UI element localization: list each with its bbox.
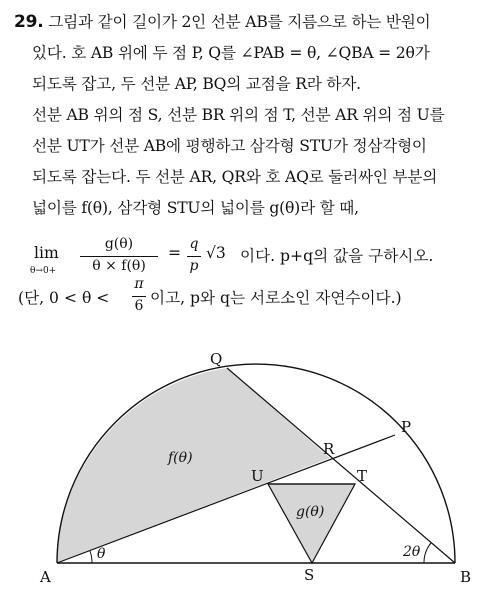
problem-number: 29. — [14, 12, 44, 32]
point-label-r: R — [323, 440, 335, 458]
pi-numerator: π — [134, 276, 144, 292]
point-label-q: Q — [210, 350, 223, 368]
p-denominator: p — [189, 258, 199, 274]
point-label-t: T — [357, 467, 368, 485]
condition-prefix: (단, 0 < θ < — [18, 289, 110, 307]
problem-line-2: 있다. 호 AB 위에 두 점 P, Q를 ∠PAB = θ, ∠QBA = 2θ가 — [32, 44, 430, 62]
fraction-numerator: g(θ) — [104, 236, 134, 252]
formula-tail: 이다. p+q의 값을 구하시오. — [240, 247, 434, 265]
problem-line-7: 넓이를 f(θ), 삼각형 STU의 넓이를 g(θ)라 할 때, — [32, 199, 359, 217]
problem-line-5: 선분 UT가 선분 AB에 평행하고 삼각형 STU가 정삼각형이 — [32, 137, 427, 155]
fraction-denominator: θ × f(θ) — [92, 258, 146, 274]
lim-symbol: lim — [34, 244, 59, 262]
problem-line-3: 되도록 잡고, 두 선분 AP, BQ의 교점을 R라 하자. — [32, 75, 361, 93]
region-label-f: f(θ) — [168, 450, 193, 466]
point-label-u: U — [251, 467, 264, 485]
point-label-p: P — [401, 418, 412, 436]
q-numerator: q — [189, 236, 199, 252]
problem-line-4: 선분 AB 위의 점 S, 선분 BR 위의 점 T, 선분 AR 위의 점 U를 — [32, 106, 445, 124]
problem-line-1: 29. 그림과 같이 길이가 2인 선분 AB를 지름으로 하는 반원이 — [14, 12, 431, 32]
point-label-b: B — [460, 568, 472, 586]
problem-line-6: 되도록 잡는다. 두 선분 AR, QR와 호 AQ로 둘러싸인 부분의 — [32, 168, 438, 186]
angle-theta-arc — [90, 551, 92, 563]
point-label-s: S — [304, 566, 315, 584]
angle-two-theta-arc — [424, 543, 431, 563]
six-denominator: 6 — [134, 298, 144, 314]
angle-label-two-theta: 2θ — [403, 544, 421, 560]
triangle-stu — [268, 484, 355, 563]
region-f — [57, 368, 330, 563]
lim-subscript: θ→0+ — [30, 266, 57, 276]
condition-suffix: 이고, p와 q는 서로소인 자연수이다.) — [150, 289, 402, 307]
equals-sign: = — [168, 244, 182, 262]
sqrt-three: √3 — [206, 244, 226, 262]
angle-label-theta: θ — [97, 546, 106, 562]
region-label-g: g(θ) — [296, 504, 325, 520]
point-label-a: A — [40, 568, 51, 586]
